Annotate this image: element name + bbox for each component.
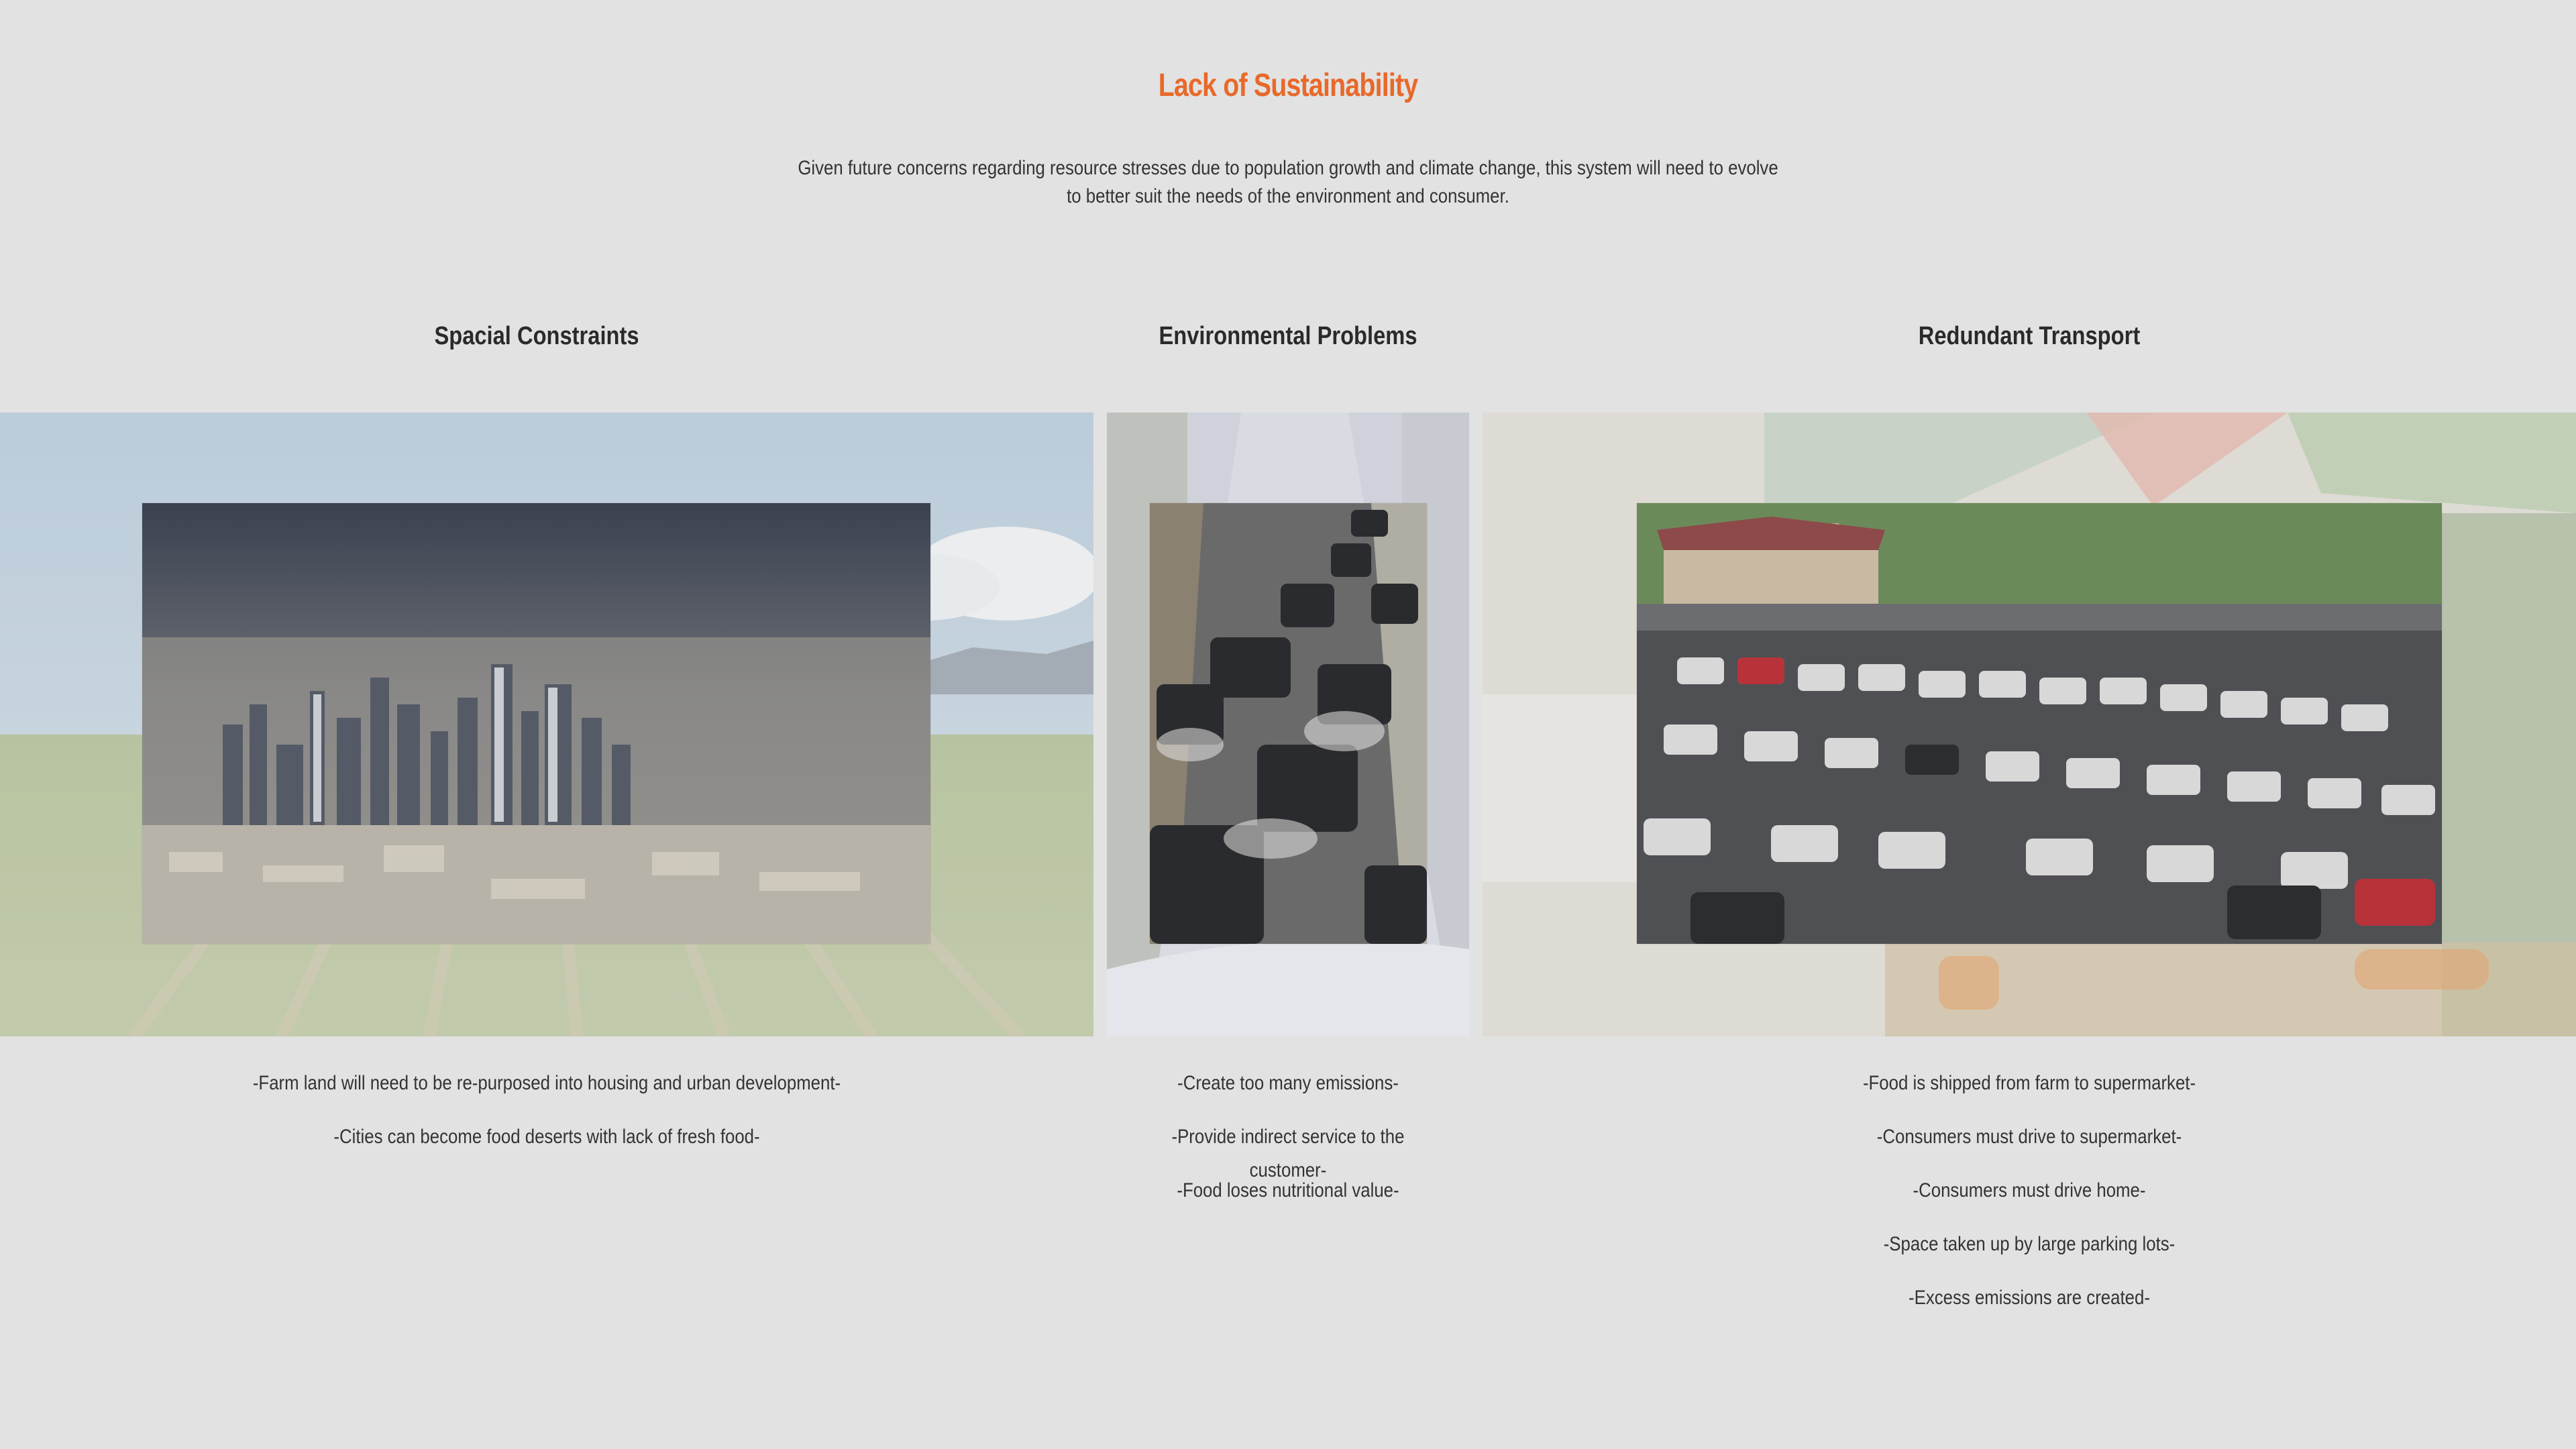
list-item: -Space taken up by large parking lots-: [1883, 1233, 2176, 1255]
heading-redundant-transport: Redundant Transport: [1918, 322, 2141, 350]
spacial-constraints-bullets: [0, 1067, 1093, 1174]
page-title: Lack of Sustainability: [1158, 68, 1418, 103]
list-item: -Food is shipped from farm to supermarket-: [1862, 1072, 2196, 1094]
supermarket-interior-photo: [1483, 413, 2576, 1036]
city-skyline-aerial-photo: [142, 503, 930, 944]
list-item: -Provide indirect service to the customer-: [1171, 1126, 1405, 1181]
list-item: -Create too many emissions-: [1177, 1072, 1399, 1094]
parking-lot-photo: [1637, 503, 2442, 944]
intro-paragraph: Given future concerns regarding resource stresses due to population growth and climate change, this system will need to evolve to better suit the needs of the environment and consumer.: [798, 157, 1778, 207]
heading-environmental-problems: Environmental Problems: [1159, 322, 1417, 350]
heading-spacial-constraints: Spacial Constraints: [434, 322, 639, 350]
list-item: -Food loses nutritional value-: [1177, 1179, 1399, 1201]
list-item: -Consumers must drive home-: [1913, 1179, 2146, 1201]
list-item: -Cities can become food deserts with lack of fresh food-: [333, 1126, 760, 1148]
traffic-emissions-photo: [1150, 503, 1427, 944]
environmental-problems-bullets: [1107, 1067, 1469, 1228]
redundant-transport-bullets: [1483, 1067, 2576, 1335]
farm-field-photo: [0, 413, 1093, 1036]
highway-photo: [1107, 413, 1469, 1036]
list-item: -Consumers must drive to supermarket-: [1876, 1126, 2182, 1148]
list-item: -Farm land will need to be re-purposed into housing and urban development-: [252, 1072, 841, 1094]
list-item: -Excess emissions are created-: [1909, 1287, 2150, 1309]
